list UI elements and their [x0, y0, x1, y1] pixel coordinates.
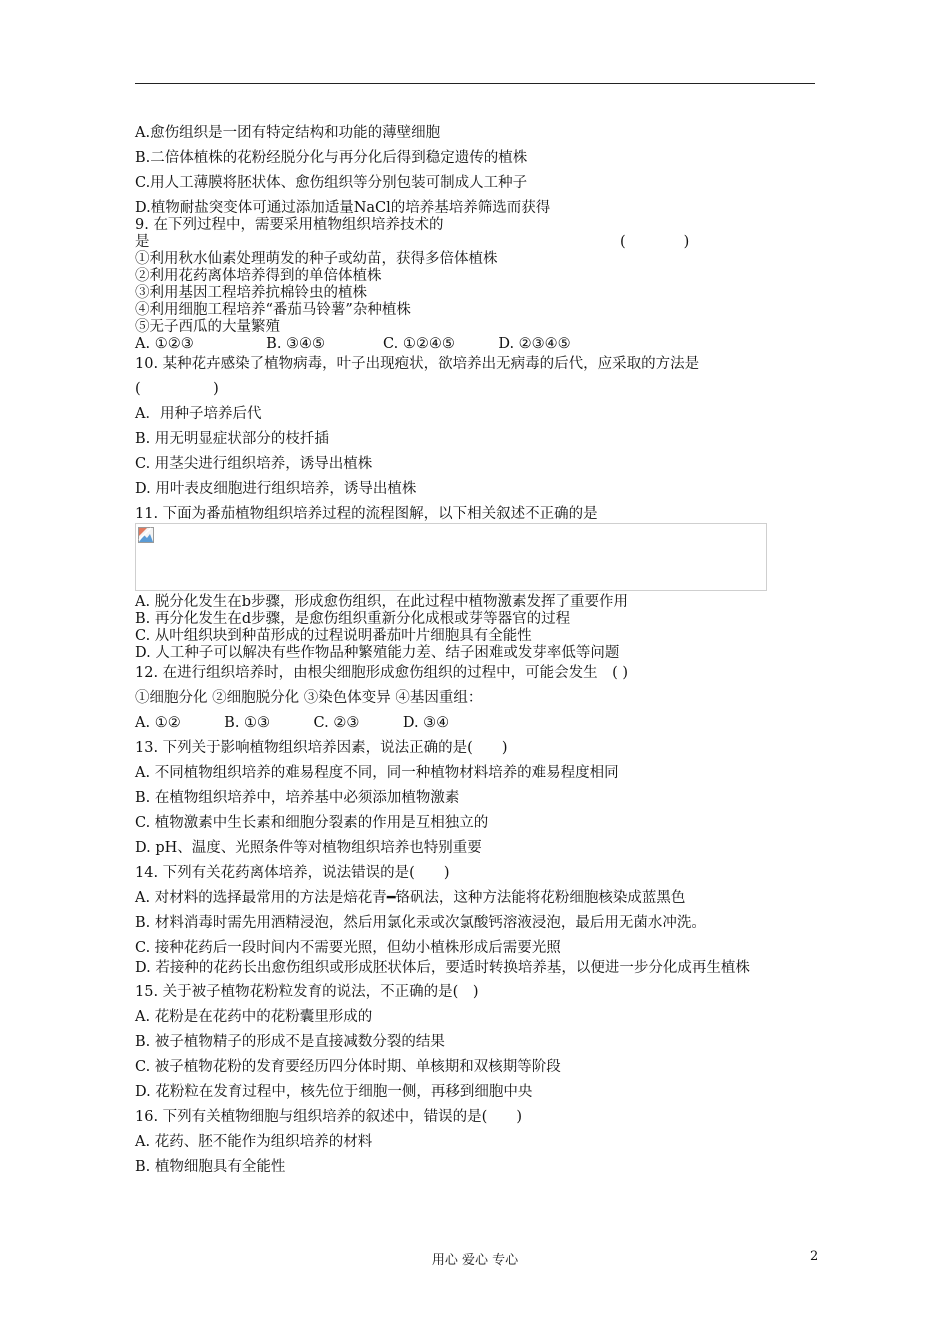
question-stem: 13. 下列关于影响植物组织培养因素，说法正确的是( ) — [135, 740, 508, 756]
answer-options: A. ①②③ B. ③④⑤ C. ①②④⑤ D. ②③④⑤ — [135, 336, 571, 352]
stem-end: 是 — [135, 234, 150, 250]
answer-paren: ( ) — [620, 234, 690, 250]
page-number: 2 — [810, 1249, 819, 1264]
option-line: B. 材料消毒时需先用酒精浸泡，然后用氯化汞或次氯酸钙溶液浸泡，最后用无菌水冲洗。 — [135, 915, 706, 931]
option-line: B. 被子植物精子的形成不是直接减数分裂的结果 — [135, 1034, 445, 1050]
option-line: B. 植物细胞具有全能性 — [135, 1159, 286, 1175]
list-item: ③利用基因工程培养抗棉铃虫的植株 — [135, 285, 367, 301]
option-line: D. 若接种的花药长出愈伤组织或形成胚状体后，要适时转换培养基，以便进一步分化成再生植株 — [135, 960, 750, 976]
list-item: ④利用细胞工程培养“番茄马铃薯”杂种植株 — [135, 302, 411, 318]
option-line: B. 再分化发生在d步骤，是愈伤组织重新分化成根或芽等器官的过程 — [135, 611, 571, 627]
option-line: D. pH、温度、光照条件等对植物组织培养也特别重要 — [135, 840, 482, 856]
option-line: D. 用叶表皮细胞进行组织培养，诱导出植株 — [135, 481, 417, 497]
option-line: B. 用无明显症状部分的枝扦插 — [135, 431, 329, 447]
option-line: C. 用茎尖进行组织培养，诱导出植株 — [135, 456, 373, 472]
question-stem-cont — [135, 234, 825, 250]
question-stem: 12. 在进行组织培养时，由根尖细胞形成愈伤组织的过程中，可能会发生 ( ) — [135, 665, 629, 681]
question-stem: 10. 某种花卉感染了植物病毒，叶子出现疱状，欲培养出无病毒的后代，应采取的方法是 — [135, 356, 700, 372]
list-item: ①利用秋水仙素处理萌发的种子或幼苗，获得多倍体植株 — [135, 251, 498, 267]
option-line: A.愈伤组织是一团有特定结构和功能的薄壁细胞 — [135, 125, 441, 141]
option-line: C.用人工薄膜将胚状体、愈伤组织等分别包装可制成人工种子 — [135, 175, 528, 191]
option-line: A. 脱分化发生在b步骤，形成愈伤组织，在此过程中植物激素发挥了重要作用 — [135, 594, 628, 610]
option-line: C. 从叶组织块到种苗形成的过程说明番茄叶片细胞具有全能性 — [135, 628, 532, 644]
question-stem: 11. 下面为番茄植物组织培养过程的流程图解，以下相关叙述不正确的是 — [135, 506, 598, 522]
option-line: B.二倍体植株的花粉经脱分化与再分化后得到稳定遗传的植株 — [135, 150, 528, 166]
answer-paren: ( ) — [135, 381, 219, 397]
document-body — [135, 125, 825, 1175]
page-footer: 用心 爱心 专心 — [431, 1253, 519, 1268]
option-line: D.植物耐盐突变体可通过添加适量NaCl的培养基培养筛选而获得 — [135, 200, 551, 216]
question-stem: 9. 在下列过程中，需要采用植物组织培养技术的 — [135, 217, 444, 233]
header-rule — [135, 83, 815, 84]
option-line: B. 在植物组织培养中，培养基中必须添加植物激素 — [135, 790, 460, 806]
list-item: ①细胞分化 ②细胞脱分化 ③染色体变异 ④基因重组： — [135, 690, 483, 706]
option-line: D. 花粉粒在发育过程中，核先位于细胞一侧，再移到细胞中央 — [135, 1084, 533, 1100]
list-item: ②利用花药离体培养得到的单倍体植株 — [135, 268, 382, 284]
option-line: A．用种子培养后代 — [135, 406, 262, 422]
option-line: A. 不同植物组织培养的难易程度不同，同一种植物材料培养的难易程度相同 — [135, 765, 619, 781]
option-line: D. 人工种子可以解决有些作物品种繁殖能力差、结子困难或发芽率低等问题 — [135, 645, 620, 661]
question-stem: 16. 下列有关植物细胞与组织培养的叙述中，错误的是( ) — [135, 1109, 522, 1125]
question-stem: 14. 下列有关花药离体培养，说法错误的是( ) — [135, 865, 450, 881]
option-line: A. 对材料的选择最常用的方法是焙花青━铬矾法，这种方法能将花粉细胞核染成蓝黑色 — [135, 890, 686, 906]
option-line: A. 花药、胚不能作为组织培养的材料 — [135, 1134, 373, 1150]
answer-options: A. ①② B. ①③ C. ②③ D. ③④ — [135, 715, 450, 731]
option-line: C. 植物激素中生长素和细胞分裂素的作用是互相独立的 — [135, 815, 489, 831]
list-item: ⑤无子西瓜的大量繁殖 — [135, 319, 280, 335]
question-stem: 15. 关于被子植物花粉粒发育的说法，不正确的是( ) — [135, 984, 479, 1000]
broken-image-icon — [138, 527, 154, 543]
option-line: C. 接种花药后一段时间内不需要光照，但幼小植株形成后需要光照 — [135, 940, 561, 956]
flowchart-figure — [135, 523, 767, 591]
option-line: C. 被子植物花粉的发育要经历四分体时期、单核期和双核期等阶段 — [135, 1059, 561, 1075]
option-line: A. 花粉是在花药中的花粉囊里形成的 — [135, 1009, 373, 1025]
